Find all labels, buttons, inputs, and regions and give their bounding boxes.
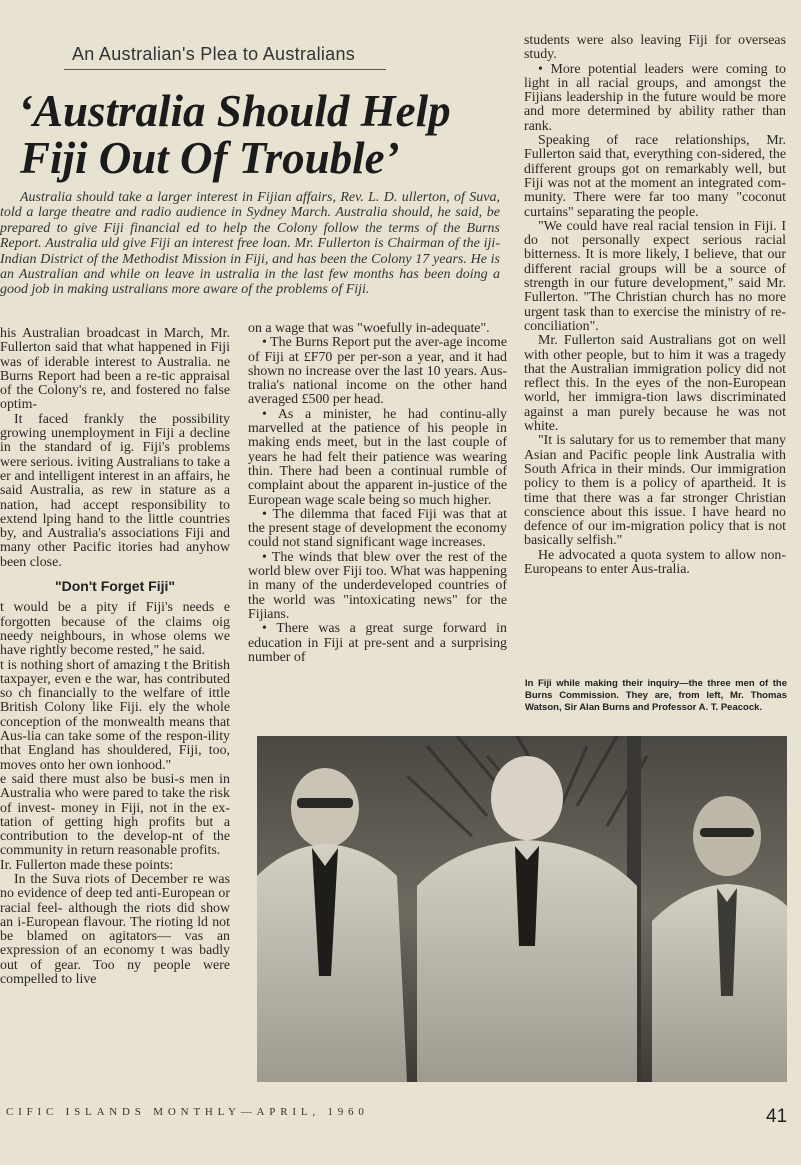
bullet-point: • The Burns Report put the aver-age income of Fiji at £F70 per per-son a year, and it had shown no increase over the last 10 years. Aus-tralia's national income on the other hand averaged £500 per head. — [248, 335, 507, 408]
col2-paragraph: on a wage that was "woefully in-adequate". — [248, 321, 490, 336]
photo-illustration — [257, 736, 787, 1082]
column-2 — [248, 322, 507, 665]
col3-paragraph: Speaking of race relationships, Mr. Fullerton said that, everything con-sidered, the different groups got on remarkably well, but Fiji was not at the moment an integrated com-munity. There were far too many "coconut curtains" separating the people. — [524, 133, 786, 220]
kicker-underline — [64, 69, 386, 70]
bullet-point: • More potential leaders were coming to light in all racial groups, and amongst the Fijians leadership in the future would be more and more determined by ability rather than rank. — [524, 61, 786, 134]
bullet-point: • The dilemma that faced Fiji was that at the present stage of development the economy could not stand significant wage increases. — [248, 506, 507, 551]
headline-line-1: ‘Australia Should Help — [18, 86, 451, 136]
col3-paragraph: students were also leaving Fiji for overseas study. — [524, 33, 786, 63]
col1-paragraph: t is nothing short of amazing t the British taxpayer, even e the war, has contributed so ch financially to the welfare of ittle British Colony like Fiji. ely the whole conception of the monwealth means that Aus-lia can take some of the respon-ility that England has shouldered, Fiji, too, moves onto her own ionhood." — [0, 657, 230, 773]
col3-paragraph: "We could have real racial tension in Fiji. I do not personally expect serious racial bitterness. It is more likely, I believe, that our different racial groups will be a source of strength in our future development," said Mr. Fullerton. "The Christian church has no more urgent task than to exercise the ministry of re-conciliation". — [524, 218, 786, 334]
column-3 — [524, 34, 786, 577]
col1-paragraph: his Australian broadcast in March, Mr. Fullerton said that what happened in Fiji was of iderable interest to Australia. ne Burns Report had been a re-tic appraisal of the Colony's re, and fostered no false optim- — [0, 326, 230, 413]
bullet-point: • There was a great surge forward in education in Fiji at pre-sent and a surprising number of — [248, 621, 507, 665]
col1-paragraph: Ir. Fullerton made these points: — [0, 857, 174, 873]
page-number: 41 — [766, 1106, 788, 1127]
intro-paragraph: Australia should take a larger interest in Fijian affairs, Rev. L. D. ullerton, of Suva, told a large theatre and radio audience in Sydney March. Australia should, he said, be prepared to give Fiji financial ed to help the Colony follow the terms of the Burns Report. Australia uld give Fiji an interest free loan. Mr. Fullerton is Chairman of the iji-Indian District of the Methodist Mission in Fiji, and has been the Colony 17 years. He is an Australian and while on leave in ustralia in the last few months has been doing a good job in making ustralians more aware of the problems of Fiji. — [0, 190, 500, 298]
col3-paragraph: Mr. Fullerton said Australians got on well with other people, but to him it was a tragedy that the Australian immigration policy did not reflect this. In the eyes of the non-European world, her immigra-tion laws discriminated against a man purely because he was not white. — [524, 333, 786, 435]
column-1 — [0, 327, 230, 987]
page-footer: CIFIC ISLANDS MONTHLY—APRIL, 1960 — [6, 1106, 369, 1118]
col3-paragraph: He advocated a quota system to allow non-Europeans to enter Aus-tralia. — [524, 547, 786, 577]
bullet-point: • The winds that blew over the rest of the world blew over Fiji too. What was happening in many of the underdeveloped countries of the world was "intoxicating news" for the Fijians. — [248, 549, 507, 622]
article-kicker: An Australian's Plea to Australians — [72, 44, 356, 64]
burns-commission-photo — [257, 736, 787, 1082]
photo-caption: In Fiji while making their inquiry—the three men of the Burns Commission. They are, from left, Mr. Thomas Watson, Sir Alan Burns and Professor A. T. Peacock. — [525, 678, 787, 713]
col3-paragraph: "It is salutary for us to remember that many Asian and Pacific people link Australia with South Africa in their minds. Our immigration policy to them is a policy of apartheid. It is time that there was a far stronger Christian conscience about this issue. I have heard no defence of our im-migration policy that is not basically selfish." — [524, 433, 786, 549]
col1-paragraph: It faced frankly the possibility growing unemployment in Fiji a decline in the standard of ig. Fiji's problems were serious. iviting Australians to take a er and intelligent interest in an affairs, he said Australia, as rew in stature as a nation, had accept responsibility to extend lping hand to the little countries by, and Australia's associations Fiji and many other Pacific itories had anyhow been close. — [0, 411, 230, 570]
col1-paragraph: In the Suva riots of December re was no evidence of deep ted anti-European or racial feel- although the riots did show an i-European flavour. The rioting ld not be blamed on agitators— vas an expression of an economy t was badly out of gear. Too ny people were compelled to live — [0, 871, 230, 988]
headline-line-2: Fiji Out Of Trouble’ — [20, 133, 400, 183]
bullet-point: • As a minister, he had continu-ally marvelled at the patience of his people in making ends meet, but in the last couple of years he had felt their patience was wearing thin. There had been a continual rumble of complaint about the apparent in-justice of the European wage scale being so much higher. — [248, 406, 507, 508]
subheading: "Don't Forget Fiji" — [54, 578, 176, 595]
col1-paragraph: t would be a pity if Fiji's needs e forgotten because of the claims oig needy neighbours, in whose olems we have rightly become rested," he said. — [0, 600, 230, 659]
col1-paragraph: e said there must also be busi-s men in Australia who were pared to take the risk of invest- money in Fiji, not in the ex-tation of getting high profits but a contribution to the develop-nt of the community in return reasonable profits. — [0, 771, 230, 859]
